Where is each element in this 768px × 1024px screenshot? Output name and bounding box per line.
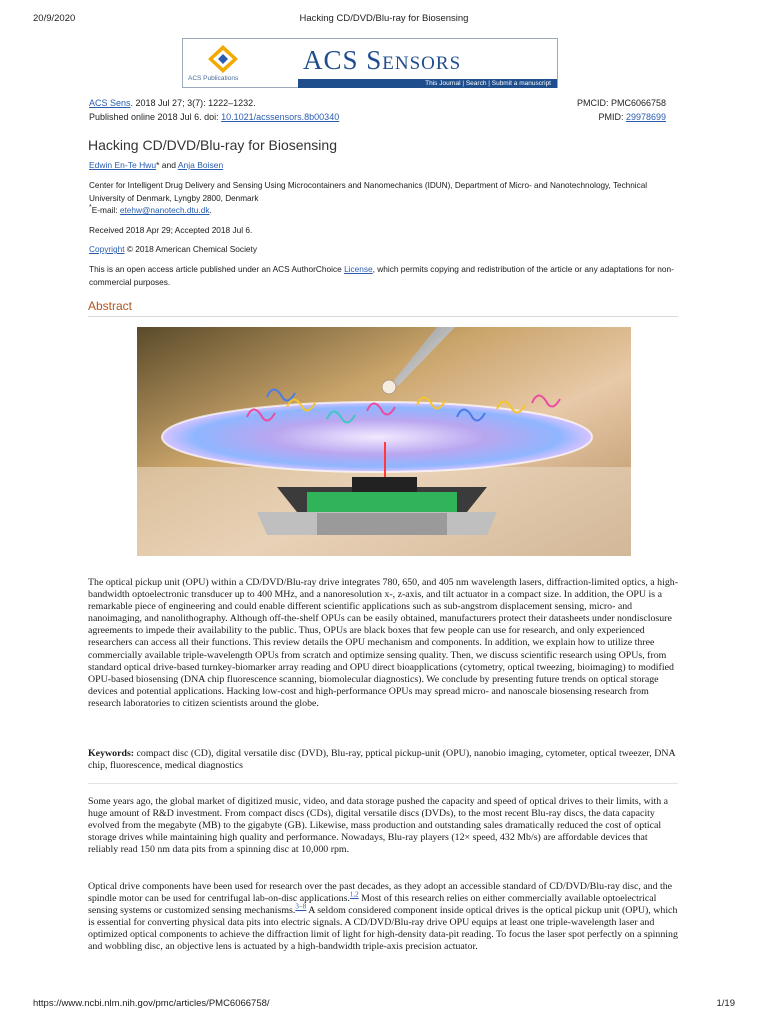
print-title: Hacking CD/DVD/Blu-ray for Biosensing (299, 13, 469, 24)
print-header (0, 13, 768, 27)
license-text (89, 263, 679, 289)
intro-paragraph-1: Some years ago, the global market of digitized music, video, and data storage pushed the capacity and speed of optical drives to their limits, with a huge amount of R&D investment. From compact discs (CDs), digital versatile discs (DVDs), to the most recent Blu-ray discs, the data capacity evolved from the megabyte (MB) to the gigabyte (GB). Likewise, mass production and outstanding sales dramatically reduced the cost of optical storage drives while maintaining high quality and performance. Nowadays, Blu-ray players (12× speed, 432 Mb/s) are affordable devices that reliably read 150 nm data pits from a spinning disc at 10,000 rpm. (88, 796, 668, 856)
author-link-hwu[interactable]: Edwin En-Te Hwu (89, 160, 157, 170)
abstract-heading: Abstract (88, 299, 133, 313)
pmid-line (598, 112, 666, 122)
copyright-text: © 2018 American Chemical Society (124, 244, 257, 254)
print-date: 20/9/2020 (33, 13, 76, 24)
section-divider (88, 783, 678, 784)
abstract-divider (88, 316, 678, 317)
publisher-name: ACS Publications (188, 75, 239, 82)
citation-details: . 2018 Jul 27; 3(7): 1222–1232. (130, 98, 256, 108)
author-link-boisen[interactable]: Anja Boisen (177, 160, 224, 170)
email-line (89, 205, 212, 215)
published-prefix: Published online 2018 Jul 6. doi: (89, 112, 222, 122)
received-dates: Received 2018 Apr 29; Accepted 2018 Jul 6. (89, 225, 253, 235)
doi-link[interactable]: 10.1021/acssensors.8b00340 (221, 112, 340, 122)
keywords (88, 748, 678, 772)
citation-line (89, 98, 256, 108)
print-url: https://www.ncbi.nlm.nih.gov/pmc/articles/PMC6066758/ (33, 998, 270, 1009)
intro-p2-part3: A seldom considered component inside optical drives is the optical pickup unit (OPU), which is essential for converting physical data pits into electric signals. A CD/DVD/Blu-ray drive OPU equips at least one triple-wavelength laser and optimized optical components to achieve the diffraction limit of light for high-density data-pit reading. To focus the laser spot perfectly on a spinning and wobbling disc, an objective lens is actuated by a high-bandwidth triple-axis precision actuator. (88, 905, 678, 953)
email-mark: * (89, 204, 92, 212)
license-pre: This is an open access article published under an ACS AuthorChoice (89, 264, 345, 274)
print-footer (0, 998, 768, 1012)
license-post: , which permits copying and redistribution of the article or any adaptations for non-commercial purposes. (89, 264, 674, 287)
acs-publications-logo-icon (205, 43, 241, 75)
copyright-link[interactable]: Copyright (89, 244, 125, 254)
author-and: and (159, 160, 178, 170)
intro-paragraph-2 (88, 881, 678, 954)
intro-p2-part2: Most of this research relies on either commercially available optoelectrical sensing systems or customized sensing mechanisms. (88, 893, 657, 917)
article-title: Hacking CD/DVD/Blu-ray for Biosensing (88, 137, 337, 153)
print-page-number: 1/19 (716, 998, 735, 1009)
journal-name: ACS Sensors (303, 45, 462, 75)
reference-link-1-2[interactable]: 1,2 (349, 890, 359, 899)
opu-biosensing-illustration-icon (137, 327, 631, 556)
pmid-link[interactable]: 29978699 (625, 112, 666, 122)
intro-p2-part1: Optical drive components have been used for research over the past decades, as they adopt an accessible standard of CD/DVD/Blu-ray disc, and the spindle motor can be used for centrifugal lab-on-disc applications. (88, 881, 673, 905)
copyright-line (89, 244, 257, 254)
pmcid: PMCID: PMC6066758 (576, 98, 666, 108)
journal-banner[interactable] (182, 38, 558, 88)
affiliation: Center for Intelligent Drug Delivery and Sensing Using Microcontainers and Nanomechanics (IDUN), Department of Micro- and Nanotechnology, Technical University of Denmark, Lyngby 2800, Denmark (89, 181, 648, 203)
abstract-text: The optical pickup unit (OPU) within a CD/DVD/Blu-ray drive integrates 780, 650, and 405 nm wavelength lasers, diffraction-limited optics, a high-bandwidth optoelectronic transducer up to 400 MHz, and a nanoresolution x-, z-axis, and tilt actuator in a compact size. In addition, the OPU is a remarkable piece of engineering and could enable different scientific applications such as sub-angstrom displacement sensing, micro- and nanoimaging, and nanolithography. Although off-the-shelf OPUs can be easily obtained, manufacturers protect their datasheets under nondisclosure agreements to impede their availability to the public. Thus, OPUs are black boxes that few people can use for research, and only experienced researchers can access all their functions. This review details the OPU mechanism and components. In addition, we explain how to utilize three commercially available triple-wavelength OPUs from scratch and optimize sensing quality. Then, we discuss scientific research using OPUs, from standard optical drive-based turnkey-biomarker array reading and OPU direct bioapplications (cytometry, optical tweezing, bioimaging) to modified OPU-based biosensing (DNA chip fluorescence scanning, biomolecular diagnostics). We conclude by presenting future trends on optical storage devices and potential applications. Hacking low-cost and high-performance OPUs may spread micro- and nanoscale biosensing research from research laboratories to citizen scientists around the globe. (88, 577, 678, 709)
author-mark: * (156, 160, 160, 170)
journal-link[interactable]: ACS Sens (89, 98, 131, 108)
journal-links[interactable]: This Journal | Search | Submit a manuscript (298, 79, 557, 88)
keywords-list: compact disc (CD), digital versatile disc (DVD), Blu-ray, pptical pickup-unit (OPU), nanobio imaging, cytometer, optical tweezer, DNA chip, fluorescence, medical diagnostics (88, 748, 676, 772)
author-list (89, 160, 223, 170)
keywords-label: Keywords: (88, 748, 135, 759)
license-link[interactable]: License (344, 264, 373, 274)
published-line (89, 112, 339, 122)
email-link[interactable]: etehw@nanotech.dtu.dk (119, 205, 210, 215)
toc-graphic (137, 327, 631, 556)
reference-link-3-8[interactable]: 3−8 (295, 902, 307, 911)
email-end: . (209, 205, 212, 215)
email-label: E-mail: (91, 205, 120, 215)
pmid-label: PMID: (598, 112, 626, 122)
